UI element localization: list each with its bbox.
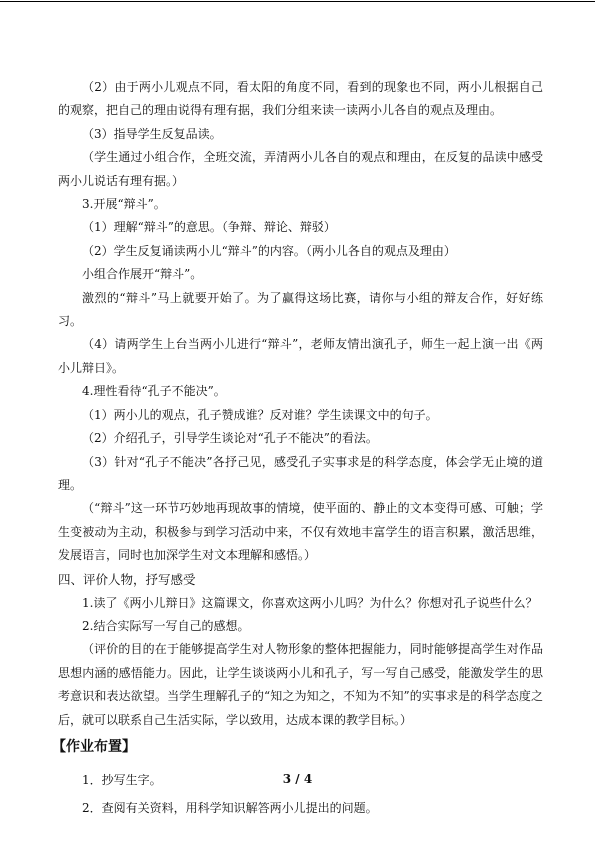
paragraph-7: 小组合作展开“辩斗”。 [82, 267, 203, 282]
paragraph-10: 4.理性看待“孔子不能决”。 [82, 384, 226, 399]
document-body [52, 76, 543, 822]
homework-item-1: 1．抄写生字。 [82, 772, 162, 787]
paragraph-6: （2）学生反复诵读两小儿“辩斗”的内容。（两小儿各自的观点及理由） [82, 243, 456, 258]
page-top-rule [0, 1, 595, 2]
paragraph-8: 激烈的“辩斗”马上就要开始了。为了赢得这场比赛，请你与小组的辩友合作，好好练习。 [58, 290, 543, 329]
paragraph-14: （“辩斗”这一环节巧妙地再现故事的情境，使平面的、静止的文本变得可感、可触；学生变被动为主动，积极参与到学习活动中来，不仅有效地丰富学生的语言积累，激活思维，发展语言，同时也加深学生对文本理解和感悟。） [58, 501, 543, 563]
homework-title: 【作业布置】 [52, 738, 136, 755]
section-item-1: 1.读了《两小儿辩日》这篇课文，你喜欢这两小儿吗？为什么？你想对孔子说些什么？ [82, 595, 538, 610]
section-heading: 四、评价人物，抒写感受 [58, 571, 196, 587]
paragraph-4: 3.开展“辩斗”。 [82, 197, 166, 212]
page-number: 3 / 4 [282, 772, 313, 786]
paragraph-2: （3）指导学生反复品读。 [82, 126, 222, 141]
paragraph-5: （1）理解“辩斗”的意思。（争辩、辩论、辩驳） [82, 220, 336, 235]
paragraph-12: （2）介绍孔子，引导学生谈论对“孔子不能决”的看法。 [82, 431, 378, 446]
section-item-2: 2.结合实际写一写自己的感想。 [82, 618, 250, 633]
paragraph-13: （3）针对“孔子不能决”各抒己见，感受孔子实事求是的科学态度，体会学无止境的道理。 [58, 454, 543, 492]
section-item-3: （评价的目的在于能够提高学生对人物形象的整体把握能力，同时能够提高学生对作品思想内涵的感悟能力。因此，让学生谈谈两小儿和孔子，写一写自己感受，能激发学生的思考意识和表达欲望。当学生理解孔子的“知之为知之，不知为不知”的实事求是的科学态度之后，就可以联系自己生活实际，学以致用，达成本课的教学目标。） [58, 642, 543, 727]
paragraph-1: （2）由于两小儿观点不同，看太阳的角度不同，看到的现象也不同，两小儿根据自己的观察，把自己的理由说得有理有据，我们分组来读一读两小儿各自的观点及理由。 [58, 80, 543, 118]
paragraph-11: （1）两小儿的观点，孔子赞成谁？反对谁？学生读课文中的句子。 [82, 407, 438, 422]
paragraph-9: （4）请两学生上台当两小儿进行“辩斗”，老师友情出演孔子，师生一起上演一出《两小儿辩日》。 [58, 337, 543, 375]
paragraph-3: （学生通过小组合作，全班交流，弄清两小儿各自的观点和理由，在反复的品读中感受两小儿说话有理有据。） [58, 150, 543, 188]
homework-item-2: 2．查阅有关资料，用科学知识解答两小儿提出的问题。 [82, 800, 378, 815]
